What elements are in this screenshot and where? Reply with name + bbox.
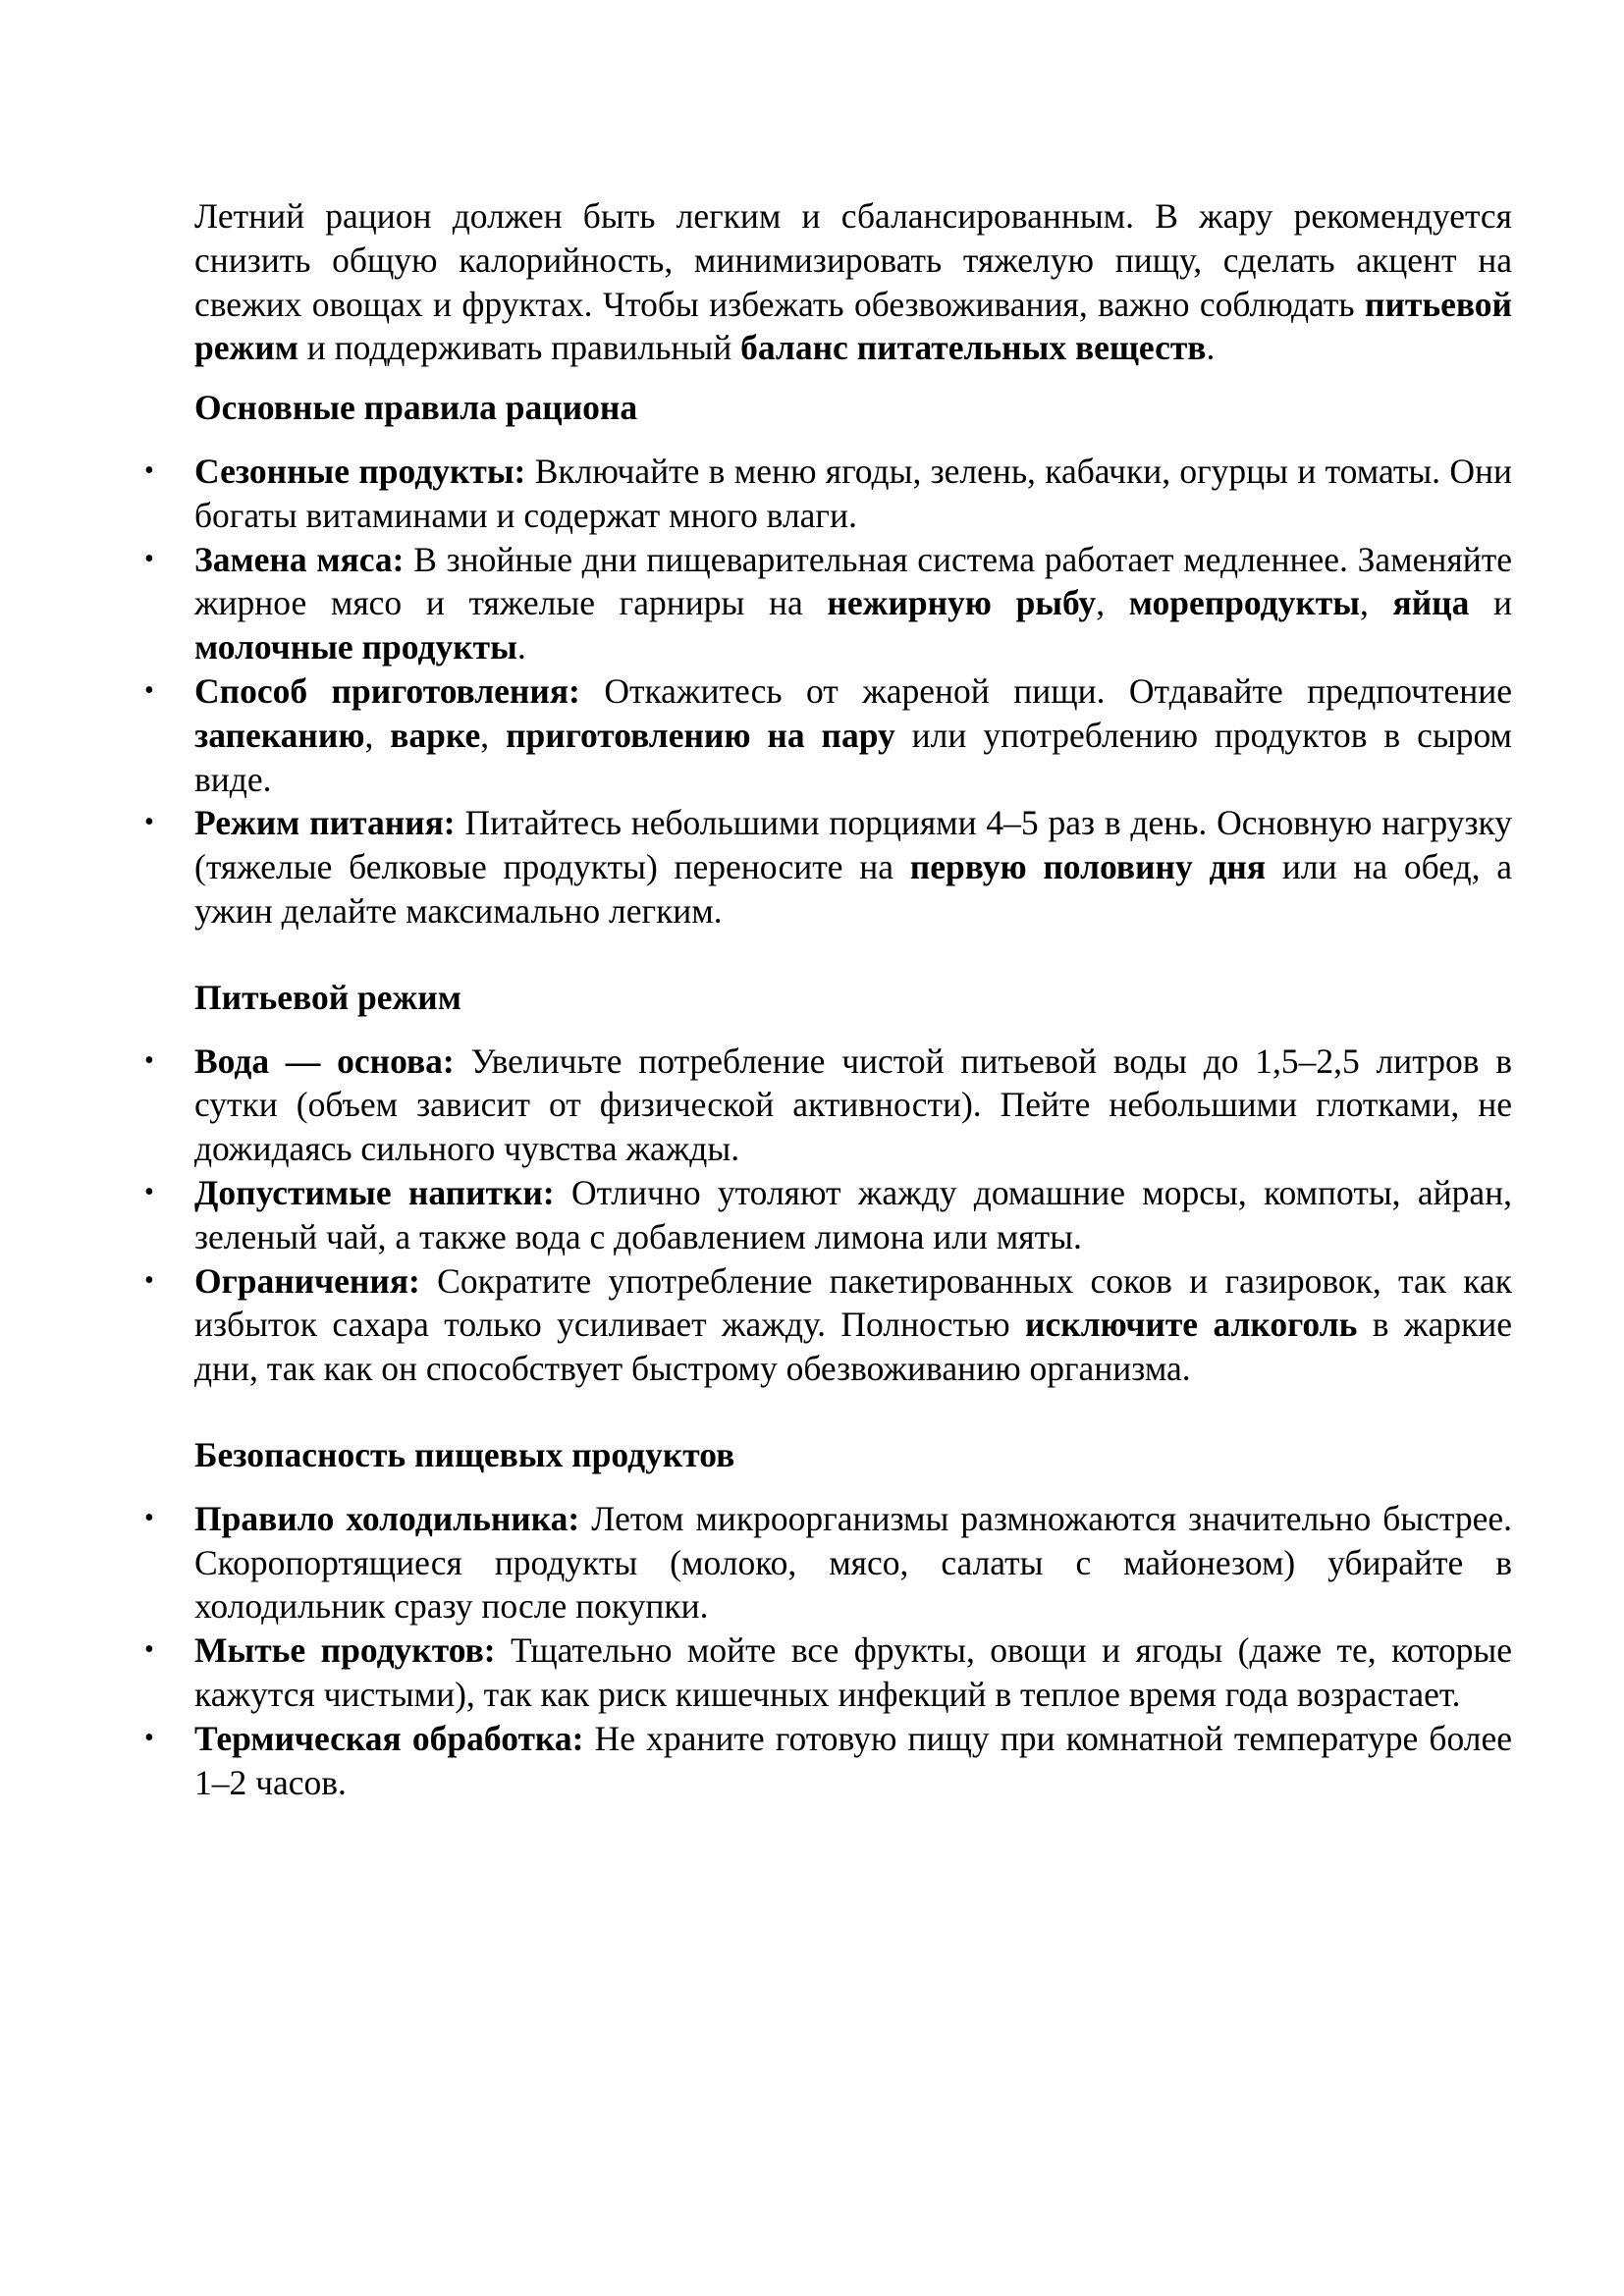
bullet-icon: • xyxy=(144,674,154,706)
item-emphasis: молочные продукты xyxy=(194,627,517,667)
item-text: , xyxy=(480,715,507,755)
item-label: Термическая обработка: xyxy=(194,1718,584,1758)
intro-text: Летний рацион должен быть легким и сбалансированным. В жару рекомендуется снизить общую калорийность, минимизировать тяжелую пищу, сделать акцент на свежих овощах и фруктах. Чтобы избежать обезвоживания, важно соблюдать xyxy=(194,196,1512,324)
item-text: и xyxy=(1469,583,1513,623)
bullet-icon: • xyxy=(144,1502,154,1533)
item-text: или на обед, а ужин делайте максимально легким. xyxy=(194,847,1512,931)
bullet-icon: • xyxy=(144,1634,154,1666)
bullet-icon: • xyxy=(144,1264,154,1296)
list-item-fridge-rule xyxy=(144,1497,1512,1629)
list-item-seasonal-products xyxy=(144,450,1512,538)
item-emphasis: варке xyxy=(390,715,481,755)
item-text: Сократите употребление пакетированных соков и газировок, так как избыток сахара только усиливает жажду. Полностью xyxy=(194,1260,1512,1345)
item-text: , xyxy=(1359,583,1393,623)
item-text: в жаркие дни, так как он способствует быстрому обезвоживанию организма. xyxy=(194,1305,1512,1389)
list-item-washing-products xyxy=(144,1629,1512,1717)
document-body xyxy=(144,194,1513,1804)
item-text: Отлично утоляют жажду домашние морсы, компоты, айран, зеленый чай, а также вода с добавлением лимона или мяты. xyxy=(194,1172,1512,1256)
item-text: Откажитесь от жареной пищи. Отдавайте предпочтение xyxy=(579,670,1512,711)
food-safety-list xyxy=(144,1497,1512,1805)
item-label: Ограничения: xyxy=(194,1260,420,1301)
list-item-allowed-drinks xyxy=(144,1171,1512,1259)
intro-paragraph xyxy=(194,194,1512,370)
section-heading-food-safety: Безопасность пищевых продуктов xyxy=(194,1434,735,1474)
intro-text: . xyxy=(1206,328,1216,368)
item-text: Не храните готовую пищу при комнатной температуре более 1–2 часов. xyxy=(194,1718,1512,1802)
item-label: Замена мяса: xyxy=(194,539,405,579)
list-item-meal-schedule xyxy=(144,801,1512,933)
item-emphasis: приготовлению на пару xyxy=(506,715,895,755)
item-text: Летом микроорганизмы размножаются значительно быстрее. Скоропортящиеся продукты (молоко, мясо, салаты с майонезом) убирайте в холодильник сразу после покупки. xyxy=(194,1498,1512,1627)
item-emphasis: запеканию xyxy=(194,715,365,755)
item-text: Тщательно мойте все фрукты, овощи и ягоды (даже те, которые кажутся чистыми), так как риск кишечных инфекций в теплое время года возрастает. xyxy=(194,1630,1512,1714)
drinking-regime-list xyxy=(144,1040,1512,1391)
item-text: Питайтесь небольшими порциями 4–5 раз в день. Основную нагрузку (тяжелые белковые продукты) переносите на xyxy=(194,803,1512,887)
item-label: Режим питания: xyxy=(194,803,456,843)
item-text: , xyxy=(364,715,391,755)
item-label: Допустимые напитки: xyxy=(194,1172,555,1212)
item-emphasis: морепродукты xyxy=(1128,583,1360,623)
list-item-water xyxy=(144,1040,1512,1171)
item-emphasis: нежирную рыбу xyxy=(827,583,1097,623)
bullet-icon: • xyxy=(144,1722,154,1753)
diet-rules-list xyxy=(144,450,1513,934)
item-emphasis: исключите алкоголь xyxy=(1025,1305,1358,1345)
item-text: Увеличьте потребление чистой питьевой воды до 1,5–2,5 литров в сутки (объем зависит от физической активности). Пейте небольшими глотками, не дожидаясь сильного чувства жажды. xyxy=(194,1041,1512,1169)
item-emphasis: яйца xyxy=(1392,583,1470,623)
list-item-heat-treatment xyxy=(144,1717,1512,1805)
bullet-icon: • xyxy=(144,454,154,486)
item-label: Правило холодильника: xyxy=(194,1498,580,1538)
bullet-icon: • xyxy=(144,1044,154,1076)
item-text: или употреблению продуктов в сыром виде. xyxy=(194,715,1513,799)
intro-text: и поддерживать правильный xyxy=(298,328,741,368)
bullet-icon: • xyxy=(144,1176,154,1207)
section-heading-drinking-regime: Питьевой режим xyxy=(194,977,461,1017)
list-item-restrictions xyxy=(144,1259,1512,1391)
item-label: Мытье продуктов: xyxy=(194,1630,496,1671)
intro-emphasis-drinking-regime: питьевой режим xyxy=(194,284,1512,368)
item-label: Сезонные продукты: xyxy=(194,451,526,491)
item-text: , xyxy=(1096,583,1129,623)
bullet-icon: • xyxy=(144,807,154,838)
bullet-icon: • xyxy=(144,543,154,574)
list-item-meat-replacement xyxy=(144,538,1513,669)
item-emphasis: первую половину дня xyxy=(909,847,1267,887)
intro-emphasis-nutrient-balance: баланс питательных веществ xyxy=(740,328,1207,368)
section-heading-diet-rules: Основные правила рациона xyxy=(194,388,638,428)
item-text: В знойные дни пищеварительная система работает медленнее. Заменяйте жирное мясо и тяжелые гарниры на xyxy=(194,539,1512,623)
item-label: Вода — основа: xyxy=(194,1041,455,1081)
list-item-cooking-method xyxy=(144,669,1513,801)
item-label: Способ приготовления: xyxy=(194,670,580,711)
item-text: Включайте в меню ягоды, зелень, кабачки, огурцы и томаты. Они богаты витаминами и содержат много влаги. xyxy=(194,451,1512,535)
item-text: . xyxy=(516,627,526,667)
